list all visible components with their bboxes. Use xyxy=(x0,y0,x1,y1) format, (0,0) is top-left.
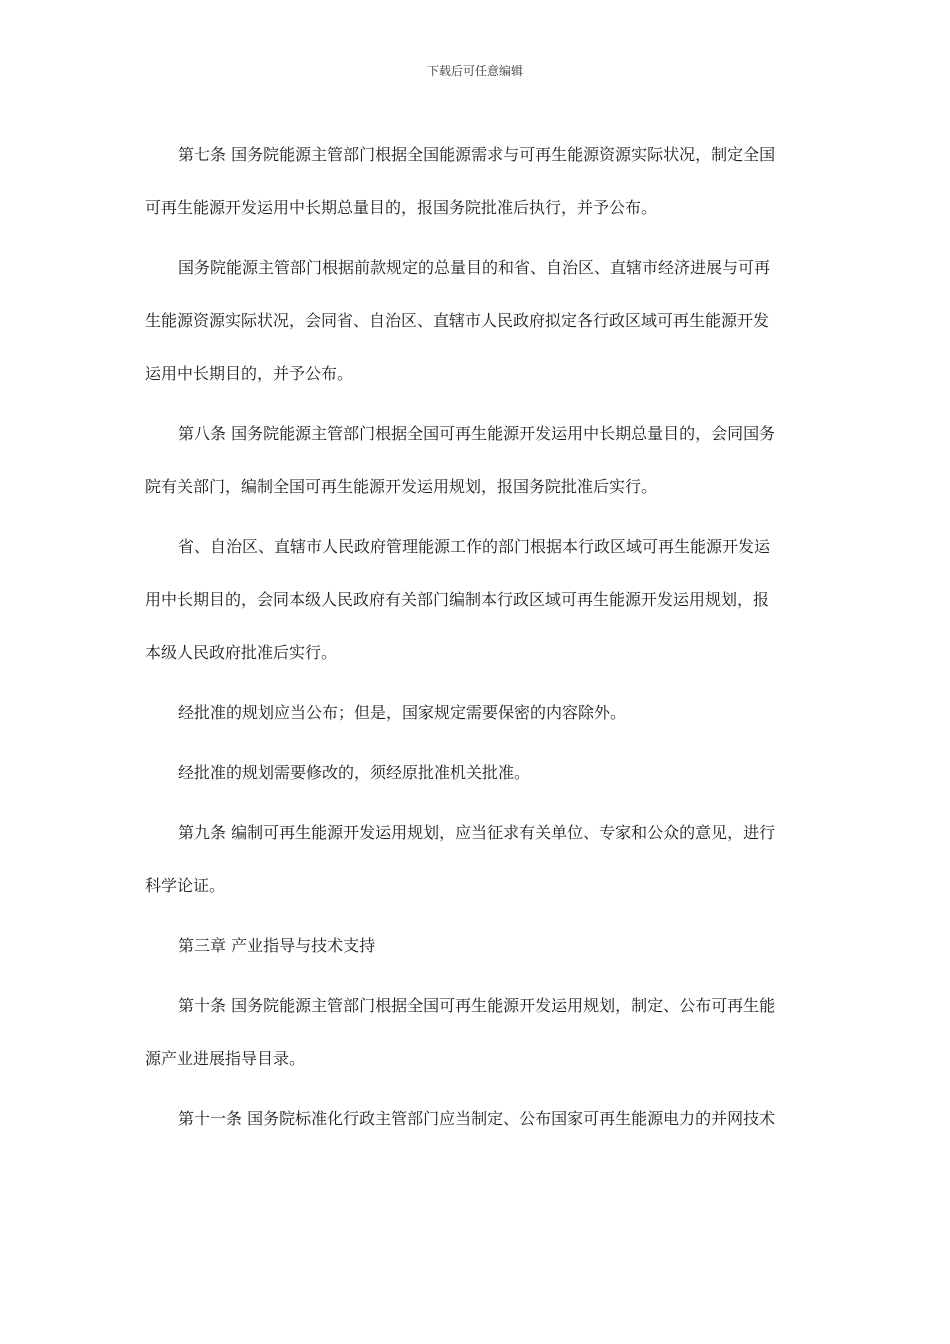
text-line: 第十条 国务院能源主管部门根据全国可再生能源开发运用规划，制定、公布可再生能 xyxy=(178,996,776,1015)
article-11-paragraph xyxy=(145,1105,810,1133)
text-line: 本级人民政府批准后实行。 xyxy=(145,643,338,662)
text-line: 运用中长期目的，并予公布。 xyxy=(145,364,354,383)
text-line: 第九条 编制可再生能源开发运用规划，应当征求有关单位、专家和公众的意见，进行 xyxy=(178,823,776,842)
article-7-subparagraph xyxy=(145,254,810,388)
text-line: 可再生能源开发运用中长期总量目的，报国务院批准后执行，并予公布。 xyxy=(145,198,658,217)
text-line: 第七条 国务院能源主管部门根据全国能源需求与可再生能源资源实际状况，制定全国 xyxy=(178,145,776,164)
text-line: 省、自治区、直辖市人民政府管理能源工作的部门根据本行政区域可再生能源开发运 xyxy=(178,537,771,556)
article-8-paragraph xyxy=(145,420,810,501)
text-line: 科学论证。 xyxy=(145,876,226,895)
text-line: 经批准的规划应当公布；但是，国家规定需要保密的内容除外。 xyxy=(178,703,627,722)
amendment-clause xyxy=(145,759,810,787)
text-line: 源产业进展指导目录。 xyxy=(145,1049,306,1068)
article-7-paragraph xyxy=(145,141,810,222)
text-line: 国务院能源主管部门根据前款规定的总量目的和省、自治区、直辖市经济进展与可再 xyxy=(178,258,771,277)
text-line: 经批准的规划需要修改的，须经原批准机关批准。 xyxy=(178,763,531,782)
text-line: 用中长期目的，会同本级人民政府有关部门编制本行政区域可再生能源开发运用规划，报 xyxy=(145,590,770,609)
chapter-3-heading xyxy=(145,932,810,960)
article-8-subparagraph xyxy=(145,533,810,667)
page-header: 下载后可任意编辑 xyxy=(426,64,523,78)
article-9-paragraph xyxy=(145,819,810,900)
document-body xyxy=(145,141,810,1165)
text-line: 生能源资源实际状况，会同省、自治区、直辖市人民政府拟定各行政区域可再生能源开发 xyxy=(145,311,770,330)
text-line: 第十一条 国务院标准化行政主管部门应当制定、公布国家可再生能源电力的并网技术 xyxy=(178,1109,776,1128)
article-10-paragraph xyxy=(145,992,810,1073)
text-line: 第八条 国务院能源主管部门根据全国可再生能源开发运用中长期总量目的，会同国务 xyxy=(178,424,776,443)
text-line: 第三章 产业指导与技术支持 xyxy=(178,936,376,955)
publication-clause xyxy=(145,699,810,727)
text-line: 院有关部门，编制全国可再生能源开发运用规划，报国务院批准后实行。 xyxy=(145,477,658,496)
